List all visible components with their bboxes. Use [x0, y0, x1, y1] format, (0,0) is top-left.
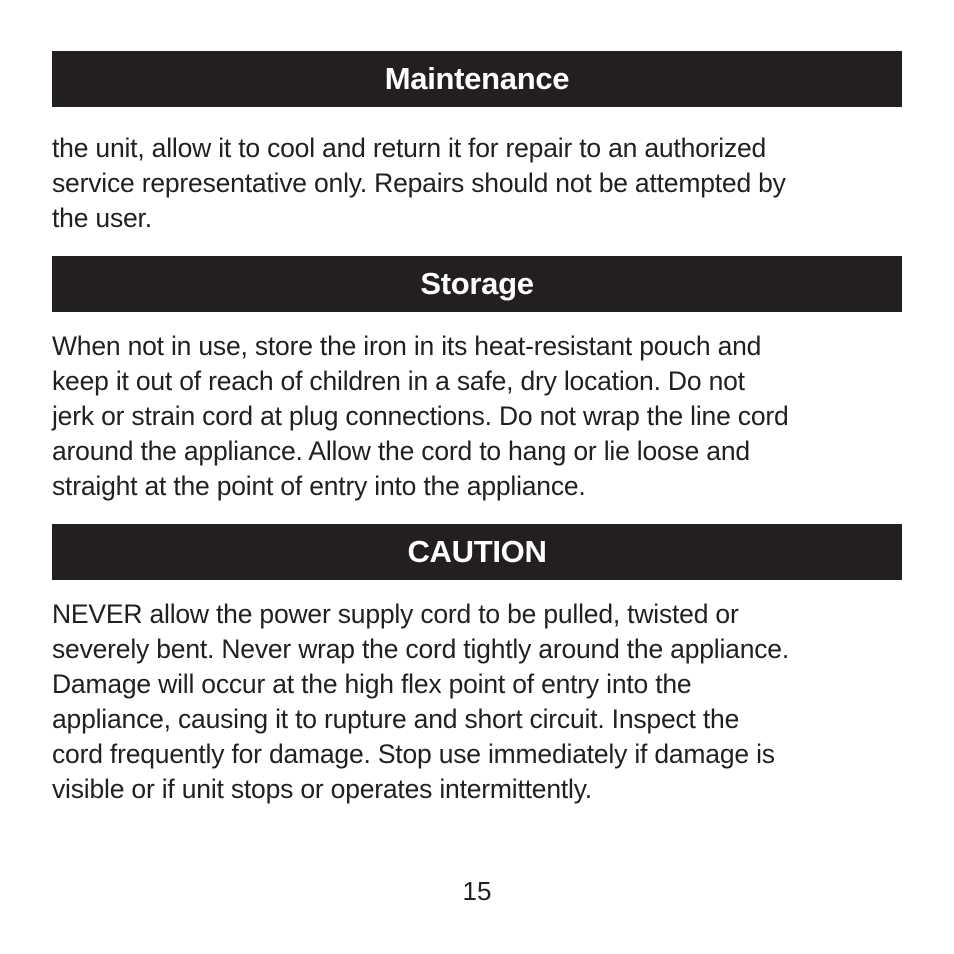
maintenance-paragraph — [52, 131, 912, 236]
text-line: When not in use, store the iron in its heat-resistant pouch and — [52, 331, 762, 361]
caution-title: CAUTION — [407, 534, 547, 569]
text-line: severely bent. Never wrap the cord tightly around the appliance. — [52, 634, 789, 664]
storage-paragraph — [52, 329, 912, 504]
caution-paragraph — [52, 597, 912, 807]
text-line: the user. — [52, 203, 152, 233]
caution-heading — [52, 524, 902, 580]
storage-title: Storage — [420, 266, 534, 301]
text-line: keep it out of reach of children in a safe, dry location. Do not — [52, 366, 745, 396]
text-line: the unit, allow it to cool and return it for repair to an authorized — [52, 133, 767, 163]
maintenance-title: Maintenance — [384, 61, 570, 96]
text-line: NEVER allow the power supply cord to be pulled, twisted or — [52, 599, 739, 629]
text-line: straight at the point of entry into the appliance. — [52, 471, 586, 501]
text-line: cord frequently for damage. Stop use immediately if damage is — [52, 739, 775, 769]
text-line: jerk or strain cord at plug connections. Do not wrap the line cord — [52, 401, 789, 431]
text-line: around the appliance. Allow the cord to hang or lie loose and — [52, 436, 750, 466]
maintenance-heading — [52, 51, 902, 107]
storage-heading — [52, 256, 902, 312]
text-line: service representative only. Repairs should not be attempted by — [52, 168, 786, 198]
text-line: Damage will occur at the high flex point of entry into the — [52, 669, 692, 699]
page-number: 15 — [462, 876, 492, 906]
text-line: visible or if unit stops or operates intermittently. — [52, 774, 592, 804]
text-line: appliance, causing it to rupture and short circuit. Inspect the — [52, 704, 740, 734]
